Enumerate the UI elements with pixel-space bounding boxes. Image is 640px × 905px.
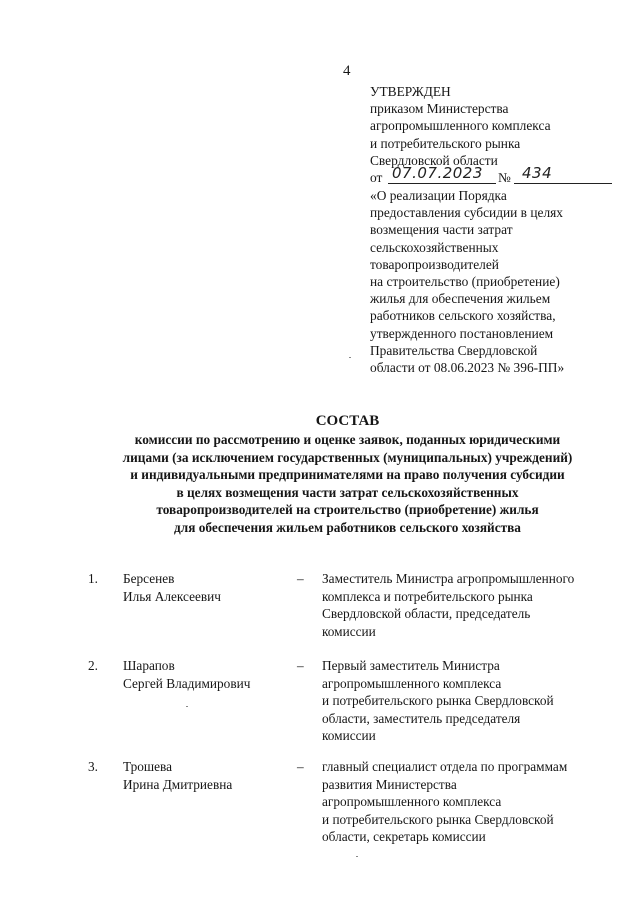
- member-dash: –: [297, 759, 304, 774]
- approval-order-line: Свердловской области: [370, 152, 498, 168]
- approval-heading: УТВЕРЖДЕН: [370, 84, 451, 99]
- approval-order-line: приказом Министерства: [370, 101, 509, 117]
- member-role-line: развития Министерства: [322, 776, 457, 792]
- resolution-line: Правительства Свердловской: [370, 342, 538, 358]
- resolution-line: сельскохозяйственных: [370, 239, 499, 255]
- approval-order-line: агропромышленного комплекса: [370, 118, 551, 134]
- member-number: 2.: [88, 658, 98, 673]
- title-heading: СОСТАВ: [315, 413, 380, 429]
- number-blank: [514, 183, 612, 184]
- scan-speck: [349, 357, 351, 358]
- order-date-handwritten: 07.07.2023: [392, 164, 483, 183]
- member-role-line: Свердловской области, председатель: [322, 606, 531, 621]
- from-label: от: [370, 170, 383, 186]
- member-surname: Трошева: [123, 759, 173, 774]
- member-role-line: Заместитель Министра агропромышленного: [322, 571, 575, 586]
- title-subtitle-line: лицами (за исключением государственных (муниципальных) учреждений): [122, 449, 573, 465]
- resolution-line: утвержденного постановлением: [370, 325, 554, 341]
- resolution-line: области от 08.06.2023 № 396-ПП»: [370, 360, 565, 376]
- member-role-line: и потребительского рынка Свердловской: [322, 811, 554, 827]
- member-role-line: комплекса и потребительского рынка: [322, 588, 533, 604]
- resolution-line: на строительство (приобретение): [370, 274, 560, 290]
- member-number: 1.: [88, 571, 98, 586]
- member-number: 3.: [88, 759, 98, 774]
- member-role-line: Первый заместитель Министра: [322, 658, 500, 673]
- title-subtitle-line: товаропроизводителей на строительство (приобретение) жилья: [156, 502, 539, 517]
- member-role-line: области, секретарь комиссии: [322, 829, 486, 844]
- member-surname: Шарапов: [123, 658, 175, 673]
- member-role-line: области, заместитель председателя: [322, 710, 521, 726]
- page-number: 4: [343, 63, 351, 79]
- date-blank: [388, 183, 496, 184]
- resolution-line: «О реализации Порядка: [370, 188, 507, 204]
- member-role: [322, 657, 622, 745]
- member-role-line: главный специалист отдела по программам: [322, 759, 568, 774]
- member-surname: Берсенев: [123, 571, 175, 586]
- member-name: [123, 570, 221, 605]
- member-role-line: комиссии: [322, 623, 376, 639]
- resolution-line: возмещения части затрат: [370, 222, 513, 238]
- scan-speck: [186, 706, 188, 707]
- resolution-title: [370, 187, 625, 376]
- title-subtitle-line: и индивидуальными предпринимателями на право получения субсидии: [130, 467, 565, 482]
- order-number-handwritten: 434: [522, 164, 553, 183]
- member-role: [322, 570, 622, 640]
- title-subtitle-line: в целях возмещения части затрат сельскохозяйственных: [176, 484, 519, 500]
- order-date-number-line: [370, 164, 625, 187]
- title-subtitle-line: для обеспечения жильем работников сельского хозяйства: [174, 519, 521, 535]
- document-title: [60, 412, 635, 536]
- member-name: [123, 657, 250, 692]
- member-role-line: и потребительского рынка Свердловской: [322, 693, 554, 708]
- resolution-line: работников сельского хозяйства,: [370, 308, 556, 324]
- member-dash: –: [297, 571, 304, 586]
- number-label: №: [498, 170, 511, 186]
- member-given-name: Ирина Дмитриевна: [123, 776, 233, 792]
- member-given-name: Сергей Владимирович: [123, 675, 251, 691]
- member-given-name: Илья Алексеевич: [123, 588, 221, 604]
- member-role-line: агропромышленного комплекса: [322, 794, 502, 809]
- approval-order-line: и потребительского рынка: [370, 135, 521, 151]
- resolution-line: предоставления субсидии в целях: [370, 205, 564, 221]
- member-role: [322, 758, 622, 846]
- resolution-line: жилья для обеспечения жильем: [370, 291, 551, 307]
- approval-block: [370, 83, 625, 376]
- scan-speck: [356, 856, 358, 857]
- member-dash: –: [297, 658, 304, 673]
- member-role-line: комиссии: [322, 728, 376, 743]
- title-subtitle-line: комиссии по рассмотрению и оценке заявок, поданных юридическими: [134, 432, 561, 447]
- member-role-line: агропромышленного комплекса: [322, 675, 502, 691]
- member-name: [123, 758, 232, 793]
- resolution-line: товаропроизводителей: [370, 256, 499, 272]
